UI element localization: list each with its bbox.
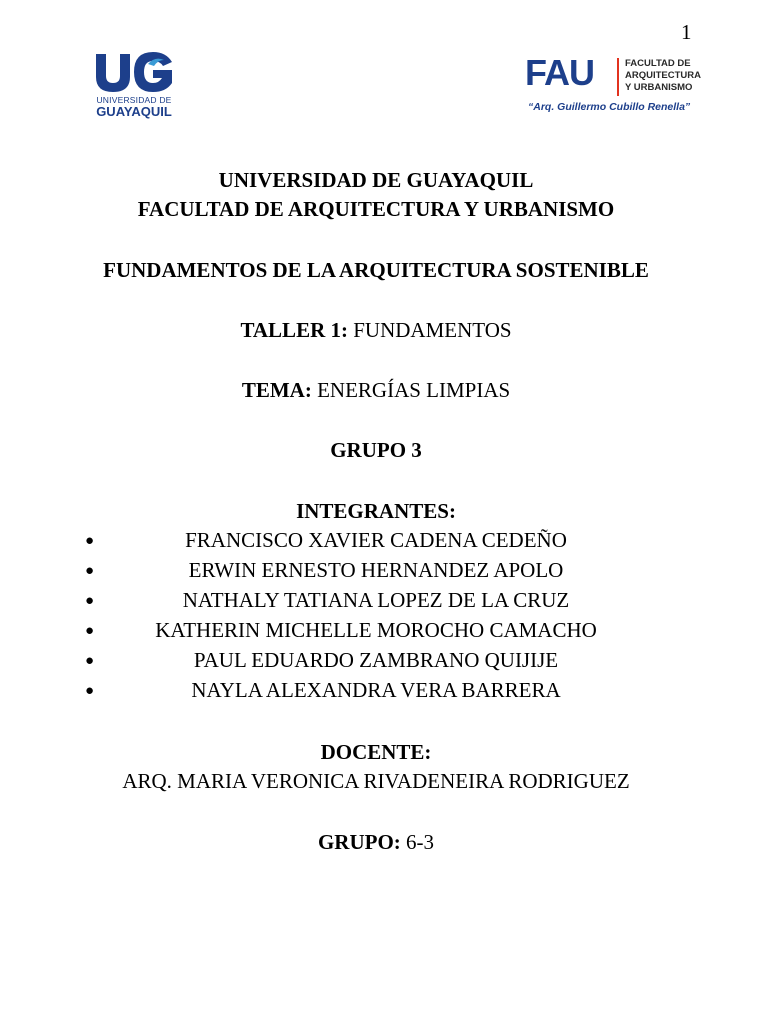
- fau-mark: FAU: [525, 52, 594, 93]
- fau-motto: “Arq. Guillermo Cubillo Renella”: [528, 101, 691, 113]
- fau-line1: FACULTAD DE: [625, 58, 691, 69]
- ug-mark-icon: [92, 50, 176, 94]
- topic-label: TEMA:: [241, 378, 312, 402]
- topic-line: [0, 378, 752, 402]
- members-list: [0, 528, 752, 708]
- course-title: FUNDAMENTOS DE LA ARQUITECTURA SOSTENIBLE: [103, 258, 649, 282]
- list-item: [0, 528, 752, 558]
- workshop-line: [0, 318, 752, 342]
- bullet-icon: ●: [85, 563, 95, 579]
- fau-logo: [525, 52, 710, 118]
- list-item: [0, 678, 752, 708]
- fau-line2: ARQUITECTURA: [625, 70, 701, 81]
- page-number: 1: [681, 20, 692, 44]
- member-name: PAUL EDUARDO ZAMBRANO QUIJIJE: [193, 648, 559, 672]
- list-item: [0, 618, 752, 648]
- university-title: UNIVERSIDAD DE GUAYAQUIL: [218, 168, 534, 192]
- bullet-icon: ●: [85, 653, 95, 669]
- bullet-icon: ●: [85, 683, 95, 699]
- teacher-name: ARQ. MARIA VERONICA RIVADENEIRA RODRIGUEZ: [122, 769, 630, 793]
- member-name: ERWIN ERNESTO HERNANDEZ APOLO: [188, 558, 564, 582]
- bullet-icon: ●: [85, 533, 95, 549]
- member-name: FRANCISCO XAVIER CADENA CEDEÑO: [185, 528, 567, 552]
- group-title: GRUPO 3: [330, 438, 422, 462]
- list-item: [0, 588, 752, 618]
- teacher-heading: DOCENTE:: [320, 740, 432, 764]
- topic-value: ENERGÍAS LIMPIAS: [311, 378, 511, 402]
- fau-divider: [617, 58, 619, 96]
- section-label: GRUPO:: [317, 830, 401, 854]
- section-value: 6-3: [400, 830, 435, 854]
- workshop-label: TALLER 1:: [240, 318, 348, 342]
- fau-line3: Y URBANISMO: [625, 82, 693, 93]
- list-item: [0, 648, 752, 678]
- member-name: NATHALY TATIANA LOPEZ DE LA CRUZ: [182, 588, 570, 612]
- universidad-de-guayaquil-logo: [88, 50, 180, 120]
- section-line: [0, 830, 752, 854]
- workshop-value: FUNDAMENTOS: [347, 318, 512, 342]
- bullet-icon: ●: [85, 593, 95, 609]
- ug-logo-line1: UNIVERSIDAD DE: [96, 95, 172, 105]
- faculty-title: FACULTAD DE ARQUITECTURA Y URBANISMO: [137, 197, 615, 221]
- member-name: NAYLA ALEXANDRA VERA BARRERA: [191, 678, 561, 702]
- members-heading: INTEGRANTES:: [296, 499, 456, 523]
- ug-logo-line2: GUAYAQUIL: [96, 104, 172, 119]
- bullet-icon: ●: [85, 623, 95, 639]
- member-name: KATHERIN MICHELLE MOROCHO CAMACHO: [155, 618, 597, 642]
- fau-faculty-name: [625, 58, 715, 94]
- list-item: [0, 558, 752, 588]
